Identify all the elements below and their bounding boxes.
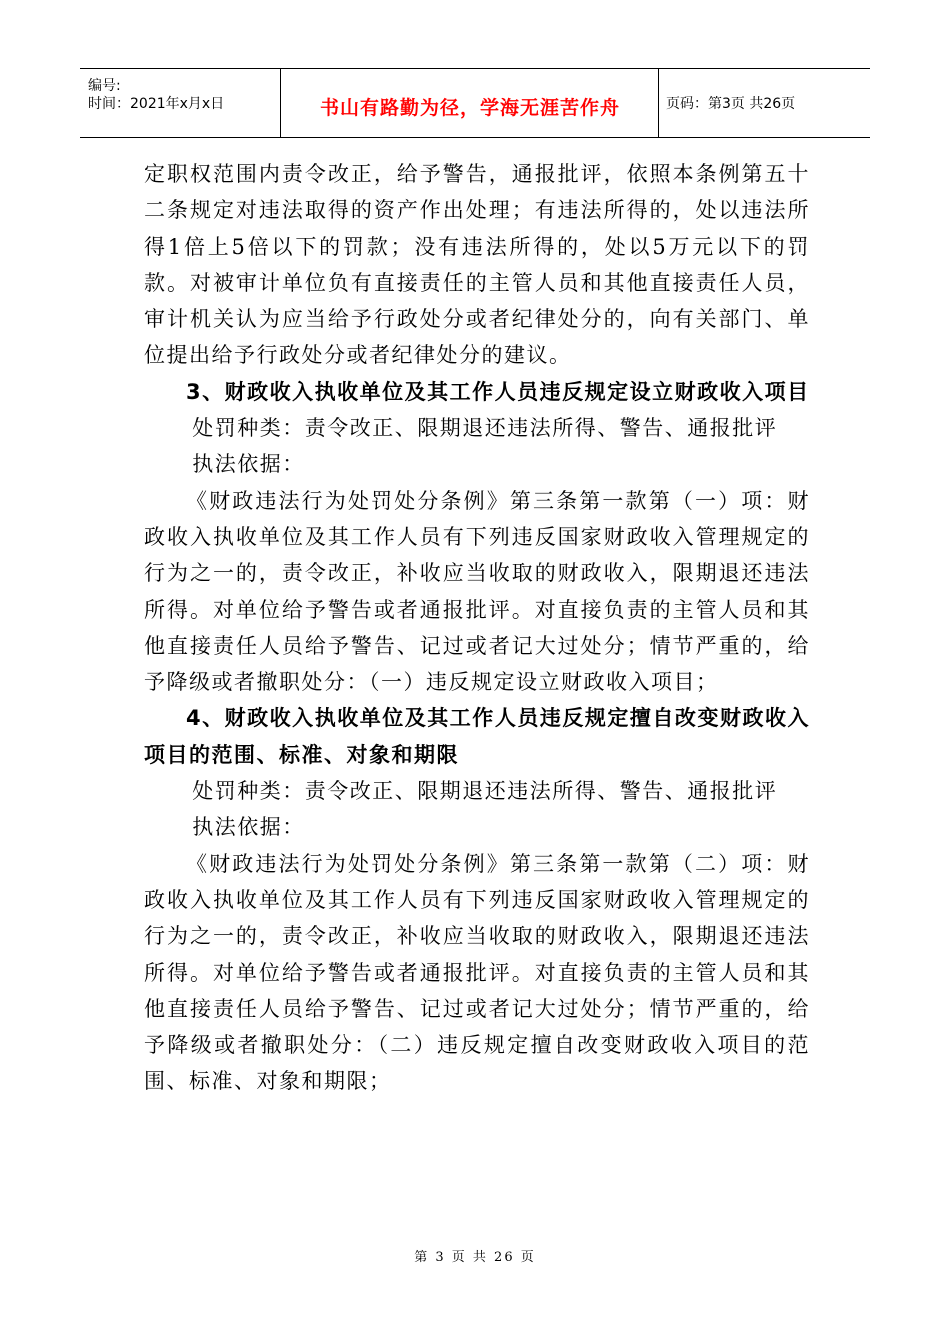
paragraph: 定职权范围内责令改正，给予警告，通报批评，依照本条例第五十二条规定对违法取得的资产作出处理；有违法所得的，处以违法所得1倍上5倍以下的罚款；没有违法所得的，处以5万元以下的罚款。对被审计单位负有直接责任的主管人员和其他直接责任人员，审计机关认为应当给予行政处分或者纪律处分的，向有关部门、单位提出给予行政处分或者纪律处分的建议。 <box>144 162 810 368</box>
page-number-label: 页码：第3页 共26页 <box>666 96 796 112</box>
section-heading: 4、财政收入执收单位及其工作人员违反规定擅自改变财政收入项目的范围、标准、对象和期限 <box>144 706 810 767</box>
header-divider <box>658 69 659 137</box>
page-header <box>80 68 870 138</box>
time-label: 时间：2021年x月x日 <box>88 96 225 112</box>
legal-basis-label: 执法依据： <box>192 452 305 477</box>
legal-basis-text: 《财政违法行为处罚处分条例》第三条第一款第（一）项：财政收入执收单位及其工作人员有下列违反国家财政收入管理规定的行为之一的，责令改正，补收应当收取的财政收入，限期退还违法所得。对单位给予警告或者通报批评。对直接负责的主管人员和其他直接责任人员给予警告、记过或者记大过处分；情节严重的，给予降级或者撤职处分：（一）违反规定设立财政收入项目； <box>144 488 810 695</box>
penalty-type: 处罚种类：责令改正、限期退还违法所得、警告、通报批评 <box>192 779 778 804</box>
header-motto: 书山有路勤为径，学海无涯苦作舟 <box>319 97 620 119</box>
header-divider <box>280 69 281 137</box>
section-heading: 3、财政收入执收单位及其工作人员违反规定设立财政收入项目 <box>186 379 810 404</box>
document-body <box>144 156 810 1100</box>
legal-basis-label: 执法依据： <box>192 815 305 840</box>
penalty-type: 处罚种类：责令改正、限期退还违法所得、警告、通报批评 <box>192 416 778 441</box>
legal-basis-text: 《财政违法行为处罚处分条例》第三条第一款第（二）项：财政收入执收单位及其工作人员有下列违反国家财政收入管理规定的行为之一的，责令改正，补收应当收取的财政收入，限期退还违法所得。对单位给予警告或者通报批评。对直接负责的主管人员和其他直接责任人员给予警告、记过或者记大过处分；情节严重的，给予降级或者撤职处分：（二）违反规定擅自改变财政收入项目的范围、标准、对象和期限； <box>144 851 810 1094</box>
page-footer: 第 3 页 共 26 页 <box>414 1250 536 1265</box>
number-label: 编号: <box>88 78 121 94</box>
